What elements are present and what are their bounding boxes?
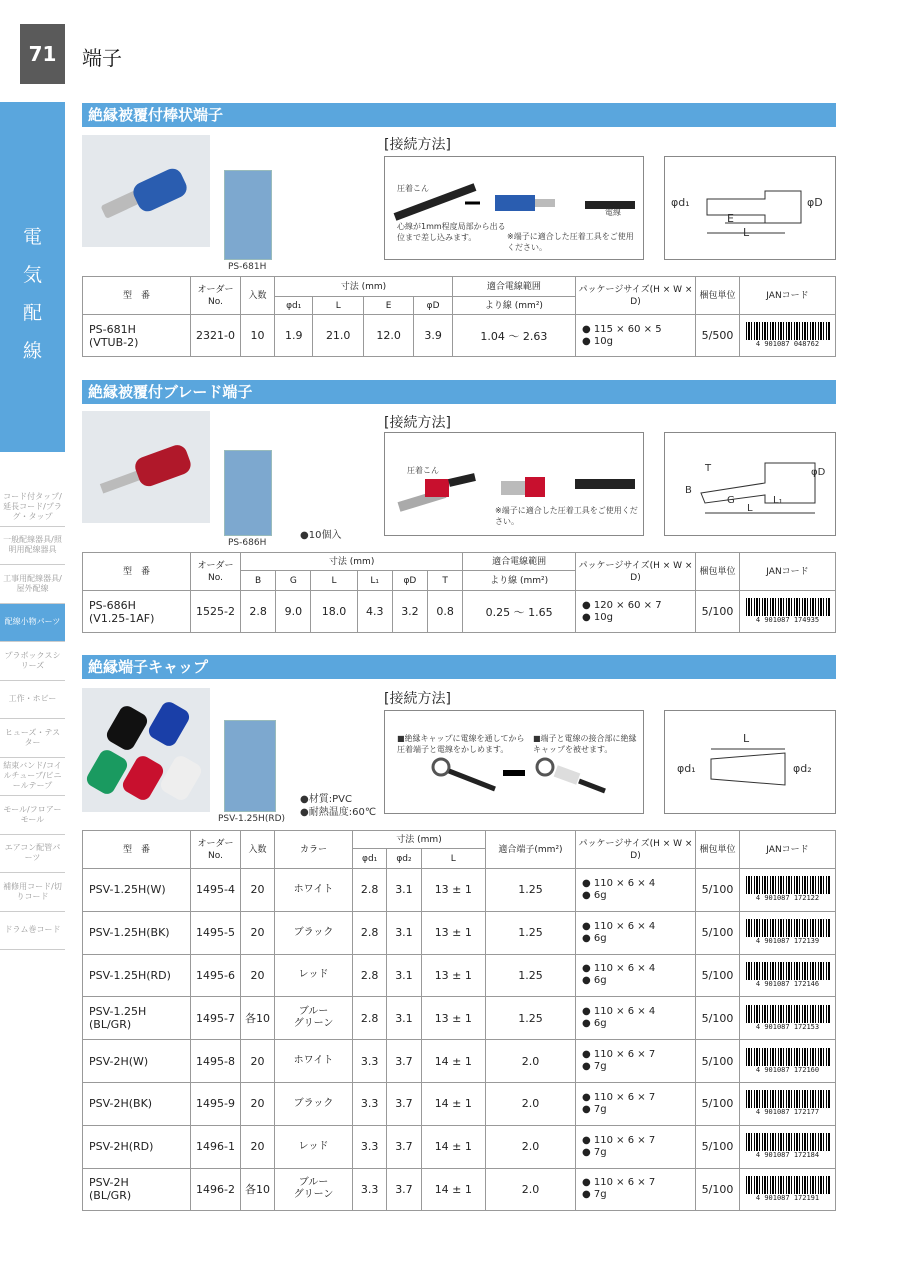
- table-row: [83, 1125, 836, 1168]
- nav-item-active[interactable]: 配線小物パーツ: [0, 604, 65, 643]
- package-caption: PS-681H: [228, 262, 267, 272]
- cell: 2.8: [241, 591, 276, 633]
- cell: ● 110 × 6 × 7: [582, 1049, 656, 1061]
- dim-label: L: [743, 732, 750, 745]
- cell: (BL/GR): [89, 1018, 132, 1032]
- cell: グリーン: [293, 1018, 334, 1030]
- cell: 3.1: [387, 997, 421, 1040]
- cell: 2.8: [353, 954, 387, 997]
- cell: PSV-1.25H: [89, 1005, 147, 1019]
- dimension-diagram: [664, 710, 836, 814]
- cell: 5/500: [696, 315, 740, 357]
- cell: 1.25: [486, 997, 576, 1040]
- nav-item[interactable]: ドラム巻コード: [0, 912, 65, 951]
- table-row: [83, 315, 836, 357]
- package-caption: PS-686H: [228, 538, 267, 548]
- nav-item[interactable]: 工事用配線器具/屋外配線: [0, 565, 65, 604]
- cell: 10: [241, 315, 275, 357]
- cell: ● 7g: [582, 1146, 607, 1158]
- barcode: 4 901087 174935: [744, 596, 832, 624]
- cell: 5/100: [696, 954, 740, 997]
- cell: 21.0: [313, 315, 363, 357]
- th: L: [313, 297, 363, 315]
- cell: PSV-2H: [89, 1176, 129, 1190]
- cell: グリーン: [293, 1189, 334, 1201]
- cell: ● 7g: [582, 1103, 607, 1115]
- th: より線 (mm²): [463, 571, 576, 591]
- cell: ● 110 × 6 × 4: [582, 920, 656, 932]
- page-number: 71: [20, 24, 65, 84]
- barcode: 4 901087 172160: [744, 1046, 832, 1074]
- cell: 1495-8: [191, 1040, 241, 1083]
- nav-item[interactable]: 工作・ホビー: [0, 681, 65, 720]
- cell: 1.25: [486, 911, 576, 954]
- cell: 3.3: [353, 1168, 387, 1211]
- th: オーダーNo.: [191, 277, 241, 315]
- cell: ● 6g: [582, 889, 607, 901]
- th: φd₁: [353, 849, 387, 869]
- cell: ● 6g: [582, 932, 607, 944]
- barcode: 4 901087 172191: [744, 1174, 832, 1202]
- cell: 1.04 ～ 2.63: [452, 315, 575, 357]
- th: パッケージサイズ(H × W × D): [576, 277, 696, 315]
- spec-table: [82, 276, 836, 357]
- cell: 12.0: [363, 315, 413, 357]
- cell: ホワイト: [293, 883, 334, 895]
- table-row: [83, 911, 836, 954]
- th: φd₂: [387, 849, 421, 869]
- cell: レッド: [298, 1140, 329, 1152]
- cell: 3.7: [387, 1040, 421, 1083]
- th: カラー: [275, 831, 353, 869]
- cell: 13 ± 1: [421, 997, 485, 1040]
- th: L: [421, 849, 485, 869]
- count-note: ●10個入: [300, 530, 342, 541]
- cell: 2321-0: [191, 315, 241, 357]
- cell: 各10: [241, 997, 275, 1040]
- cell: 13 ± 1: [421, 869, 485, 912]
- nav-item[interactable]: コード付タップ/延長コード/プラグ・タップ: [0, 488, 65, 527]
- barcode: 4 901087 172184: [744, 1131, 832, 1159]
- nav-item[interactable]: 結束バンド/コイルチューブ/ビニールテープ: [0, 758, 65, 797]
- cell: PSV-2H(RD): [89, 1140, 154, 1154]
- method-diagram: [384, 710, 644, 814]
- barcode: 4 901087 048762: [744, 320, 832, 348]
- note: 圧着こん: [407, 466, 439, 475]
- cell: 13 ± 1: [421, 954, 485, 997]
- cell: 4.3: [357, 591, 392, 633]
- th: 梱包単位: [696, 553, 740, 591]
- barcode: 4 901087 172153: [744, 1003, 832, 1031]
- cell: 20: [241, 911, 275, 954]
- cell: ● 7g: [582, 1189, 607, 1201]
- dimension-diagram: [664, 432, 836, 536]
- cell: ● 10g: [582, 611, 613, 623]
- dim-label: φd₂: [793, 762, 812, 775]
- th: L₁: [357, 571, 392, 591]
- heat-note: ●耐熱温度:60℃: [300, 807, 377, 818]
- cell: 0.25 ～ 1.65: [463, 591, 576, 633]
- cell: PSV-1.25H(W): [89, 883, 166, 897]
- cell: 2.0: [486, 1125, 576, 1168]
- th: 梱包単位: [696, 277, 740, 315]
- th: 寸法 (mm): [353, 831, 486, 849]
- cell: PSV-1.25H(RD): [89, 968, 171, 982]
- cell: ● 110 × 6 × 7: [582, 1134, 656, 1146]
- cell: 5/100: [696, 869, 740, 912]
- th: パッケージサイズ(H × W × D): [576, 831, 696, 869]
- cell: 1.9: [275, 315, 313, 357]
- th: 寸法 (mm): [241, 553, 463, 571]
- th: 入数: [241, 277, 275, 315]
- page-title: 端子: [82, 46, 122, 70]
- cell: 1496-1: [191, 1125, 241, 1168]
- note: ※端子に適合した圧着工具をご使用ください。: [507, 232, 634, 252]
- th: L: [311, 571, 357, 591]
- cell: 2.8: [353, 997, 387, 1040]
- dim-label: φD: [811, 467, 826, 478]
- package-caption: PSV-1.25H(RD): [218, 814, 286, 824]
- method-heading: [接続方法]: [384, 137, 451, 153]
- step-note: ■絶縁キャップに電線を通してから圧着端子と電線をかしめます。: [397, 734, 525, 754]
- side-char: 線: [22, 340, 42, 362]
- cell: ● 110 × 6 × 4: [582, 877, 656, 889]
- spec-table: [82, 552, 836, 633]
- category-tab: [0, 102, 65, 452]
- th: オーダーNo.: [191, 831, 241, 869]
- th: JANコード: [740, 831, 836, 869]
- cell: 1.25: [486, 954, 576, 997]
- nav-item[interactable]: エアコン配管パーツ: [0, 835, 65, 874]
- product-photo: [82, 411, 210, 523]
- cell: 2.8: [353, 911, 387, 954]
- th: 入数: [241, 831, 275, 869]
- side-char: 電: [22, 226, 42, 248]
- package-image: [224, 450, 272, 536]
- cell: ● 110 × 6 × 7: [582, 1091, 656, 1103]
- th: 型 番: [83, 277, 191, 315]
- nav-item[interactable]: 一般配線器具/照明用配線器具: [0, 527, 65, 566]
- cell: PSV-2H(BK): [89, 1097, 153, 1111]
- cell: 3.1: [387, 954, 421, 997]
- cell: ● 120 × 60 × 7: [582, 599, 662, 611]
- dim-label: L: [747, 503, 753, 514]
- cell: 1495-7: [191, 997, 241, 1040]
- dim-label: T: [705, 463, 712, 474]
- dim-label: φd₁: [677, 762, 696, 775]
- table-row: [83, 1168, 836, 1211]
- cell: 20: [241, 869, 275, 912]
- dim-label: L: [743, 226, 750, 239]
- cell: 5/100: [696, 997, 740, 1040]
- cell: 14 ± 1: [421, 1082, 485, 1125]
- cell: 20: [241, 1082, 275, 1125]
- dim-label: E: [727, 212, 734, 225]
- cell: ブルー: [298, 1177, 329, 1189]
- cell: 5/100: [696, 1082, 740, 1125]
- dim-label: G: [727, 495, 735, 506]
- cell: 3.7: [387, 1125, 421, 1168]
- th: 適合端子(mm²): [486, 831, 576, 869]
- note: 心線が1mm程度局部から出る位まで差し込みます。: [397, 222, 506, 242]
- th: E: [363, 297, 413, 315]
- cell: 2.0: [486, 1040, 576, 1083]
- dim-label: φd₁: [671, 196, 690, 209]
- th: 適合電線範囲: [452, 277, 575, 297]
- cell: 1495-9: [191, 1082, 241, 1125]
- cell: 各10: [241, 1168, 275, 1211]
- cell: 14 ± 1: [421, 1040, 485, 1083]
- barcode: 4 901087 172177: [744, 1088, 832, 1116]
- cell: 2.8: [353, 869, 387, 912]
- cell: レッド: [298, 969, 329, 981]
- step-note: ■端子と電線の接合部に絶縁キャップを被せます。: [533, 734, 637, 754]
- cell: ● 115 × 60 × 5: [582, 323, 662, 335]
- side-char: 気: [22, 264, 42, 286]
- cell: 14 ± 1: [421, 1168, 485, 1211]
- package-image: [224, 170, 272, 260]
- cell: 1495-4: [191, 869, 241, 912]
- barcode: 4 901087 172146: [744, 960, 832, 988]
- barcode: 4 901087 172139: [744, 917, 832, 945]
- side-char: 配: [22, 302, 42, 324]
- cell: PS-681H: [89, 322, 136, 336]
- product-photo: [82, 135, 210, 247]
- cell: 1.25: [486, 869, 576, 912]
- th: JANコード: [740, 277, 836, 315]
- note: 圧着こん: [397, 184, 429, 193]
- cell: 1525-2: [191, 591, 241, 633]
- th: 適合電線範囲: [463, 553, 576, 571]
- cell: 3.9: [414, 315, 452, 357]
- side-navigation: [0, 488, 65, 950]
- cell: ホワイト: [293, 1055, 334, 1067]
- cell: 1496-2: [191, 1168, 241, 1211]
- th: オーダーNo.: [191, 553, 241, 591]
- th: パッケージサイズ(H × W × D): [576, 553, 696, 591]
- cell: 3.3: [353, 1125, 387, 1168]
- cell: 3.2: [392, 591, 427, 633]
- th: 型 番: [83, 831, 191, 869]
- nav-item[interactable]: ヒューズ・テスター: [0, 719, 65, 758]
- cell: (VTUB-2): [89, 335, 139, 349]
- cell: 3.7: [387, 1168, 421, 1211]
- cell: PS-686H: [89, 598, 136, 612]
- product-photo: [82, 688, 210, 812]
- nav-item[interactable]: モール/フロアーモール: [0, 796, 65, 835]
- th: φd₁: [275, 297, 313, 315]
- table-row: [83, 869, 836, 912]
- cell: 5/100: [696, 1168, 740, 1211]
- th: T: [428, 571, 463, 591]
- table-row: [83, 591, 836, 633]
- cell: ブラック: [293, 926, 334, 938]
- cell: 20: [241, 1125, 275, 1168]
- cell: ● 110 × 6 × 4: [582, 1006, 656, 1018]
- th: JANコード: [740, 553, 836, 591]
- cell: ● 7g: [582, 1061, 607, 1073]
- th: φD: [414, 297, 452, 315]
- cell: ● 110 × 6 × 7: [582, 1177, 656, 1189]
- cell: 5/100: [696, 591, 740, 633]
- dimension-diagram: [664, 156, 836, 260]
- package-image: [224, 720, 276, 812]
- cell: 9.0: [276, 591, 311, 633]
- cell: 3.3: [353, 1040, 387, 1083]
- cell: 18.0: [311, 591, 357, 633]
- cell: 1495-5: [191, 911, 241, 954]
- cell: PSV-2H(W): [89, 1054, 149, 1068]
- cell: 5/100: [696, 911, 740, 954]
- method-heading: [接続方法]: [384, 691, 451, 707]
- th: φD: [392, 571, 427, 591]
- barcode: 4 901087 172122: [744, 874, 832, 902]
- cell: 20: [241, 1040, 275, 1083]
- method-diagram: [384, 156, 644, 260]
- cell: 1495-6: [191, 954, 241, 997]
- table-row: [83, 1082, 836, 1125]
- table-row: [83, 1040, 836, 1083]
- th: 梱包単位: [696, 831, 740, 869]
- dim-label: B: [685, 485, 692, 496]
- th: 型 番: [83, 553, 191, 591]
- cell: 3.1: [387, 911, 421, 954]
- cell: ● 6g: [582, 975, 607, 987]
- cell: 2.0: [486, 1168, 576, 1211]
- nav-item[interactable]: 補修用コード/切りコード: [0, 873, 65, 912]
- cell: 3.1: [387, 869, 421, 912]
- note: ※端子に適合した圧着工具をご使用ください。: [495, 506, 638, 526]
- cell: 5/100: [696, 1125, 740, 1168]
- cell: ブラック: [293, 1097, 334, 1109]
- cell: ● 6g: [582, 1018, 607, 1030]
- table-row: [83, 997, 836, 1040]
- cell: PSV-1.25H(BK): [89, 926, 170, 940]
- table-row: [83, 954, 836, 997]
- cell: 0.8: [428, 591, 463, 633]
- dim-label: L₁: [773, 495, 783, 506]
- material-note: ●材質:PVC: [300, 794, 352, 805]
- cell: 2.0: [486, 1082, 576, 1125]
- method-diagram: [384, 432, 644, 536]
- section-title: 絶縁被覆付棒状端子: [82, 103, 836, 127]
- cell: 14 ± 1: [421, 1125, 485, 1168]
- section-title: 絶縁端子キャップ: [82, 655, 836, 679]
- cell: (V1.25-1AF): [89, 611, 155, 625]
- th: B: [241, 571, 276, 591]
- method-heading: [接続方法]: [384, 415, 451, 431]
- section-title: 絶縁被覆付ブレード端子: [82, 380, 836, 404]
- spec-table: [82, 830, 836, 1211]
- cell: ● 110 × 6 × 4: [582, 963, 656, 975]
- cell: 13 ± 1: [421, 911, 485, 954]
- th: 寸法 (mm): [275, 277, 453, 297]
- cell: 20: [241, 954, 275, 997]
- dim-label: φD: [807, 196, 823, 209]
- cell: 3.3: [353, 1082, 387, 1125]
- cell: (BL/GR): [89, 1189, 132, 1203]
- note: 電線: [605, 208, 621, 217]
- cell: ● 10g: [582, 335, 613, 347]
- nav-item[interactable]: プラボックスシリーズ: [0, 642, 65, 681]
- cell: 3.7: [387, 1082, 421, 1125]
- th: G: [276, 571, 311, 591]
- th: より線 (mm²): [452, 297, 575, 315]
- cell: ブルー: [298, 1006, 329, 1018]
- cell: 5/100: [696, 1040, 740, 1083]
